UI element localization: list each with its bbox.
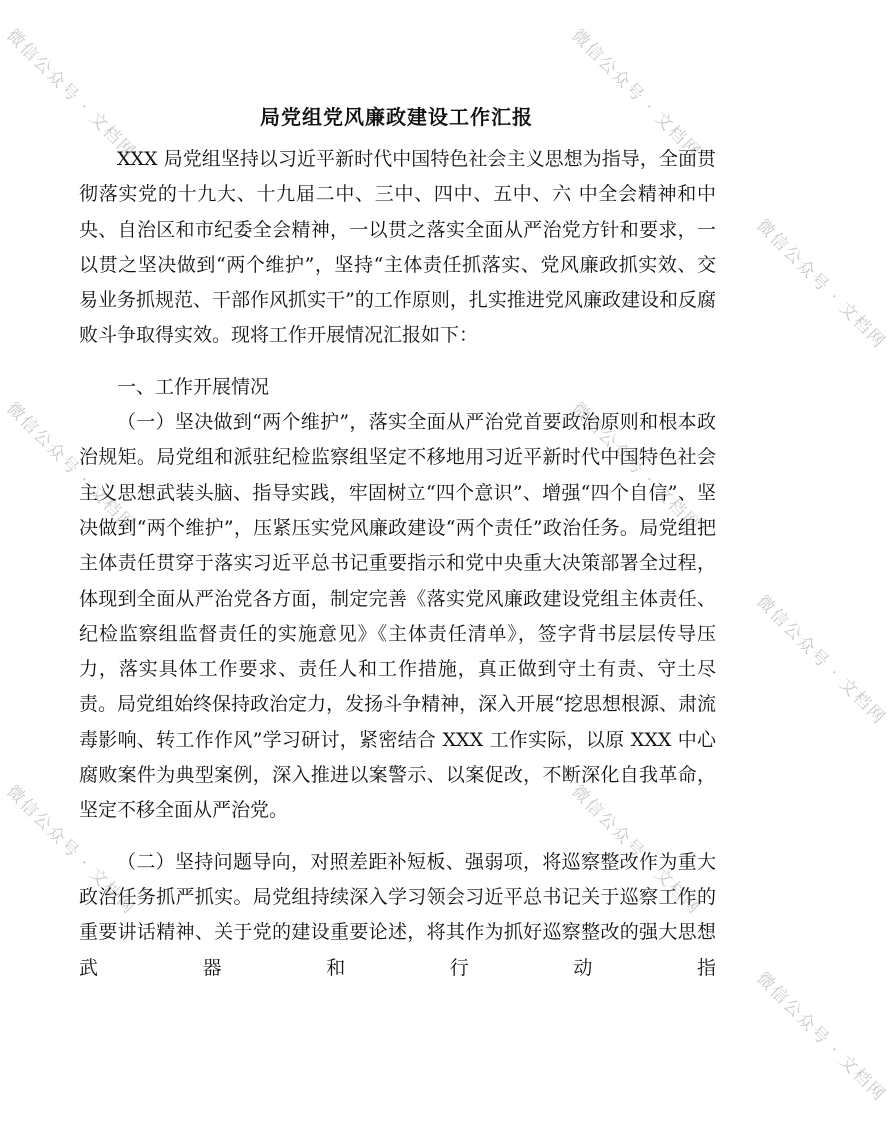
spacer xyxy=(79,354,716,370)
watermark: 微信公众号 · 文档网 xyxy=(567,781,705,919)
watermark: 微信公众号 · 文档网 xyxy=(2,398,140,536)
document-body xyxy=(79,142,716,986)
spacer xyxy=(79,829,716,845)
section-heading: 一、工作开展情况 xyxy=(117,375,270,398)
watermark: 微信公众号 · 文档网 xyxy=(567,398,705,536)
watermark: 微信公众号 · 文档网 xyxy=(2,25,140,163)
body-paragraph: （二）坚持问题导向，对照差距补短板、强弱项，将巡察整改作为重大政治任务抓严抓实。局党组持续深入学习领会习近平总书记关于巡察工作的重要讲话精神、关于党的建设重要论述，将其作为抓好巡察整改的强大思想武器和行动指 xyxy=(79,850,716,979)
document-title: 局党组党风廉政建设工作汇报 xyxy=(260,105,533,129)
watermark: 微信公众号 · 文档网 xyxy=(752,215,890,353)
intro-paragraph: XXX 局党组坚持以习近平新时代中国特色社会主义思想为指导，全面贯彻落实党的十九大、十九届二中、三中、四中、五中、六 中全会精神和中央、自治区和市纪委全会精神，一以贯之落实全面从严治党方针和要求，一以贯之坚决做到“两个维护”，坚持“主体责任抓落实、党风廉政抓实效、交易业务抓规范、干部作风抓实干”的工作原则，扎实推进党风廉政建设和反腐败斗争取得实效。现将工作开展情况汇报如下： xyxy=(79,148,716,347)
body-paragraph: （一）坚决做到“两个维护”，落实全面从严治党首要政治原则和根本政治规矩。局党组和派驻纪检监察组坚定不移地用习近平新时代中国特色社会主义思想武装头脑、指导实践，牢固树立“四个意识”、增强“四个自信”、坚决做到“两个维护”，压紧压实党风廉政建设“两个责任”政治任务。局党组把主体责任贯穿于落实习近平总书记重要指示和党中央重大决策部署全过程，体现到全面从严治党各方面，制定完善《落实党风廉政建设党组主体责任、纪检监察组监督责任的实施意见》《主体责任清单》，签字背书层层传导压力，落实具体工作要求、责任人和工作措施，真正做到守土有责、守土尽责。局党组始终保持政治定力，发扬斗争精神，深入开展“挖思想根源、肃流毒影响、转工作作风”学习研讨，紧密结合 XXX 工作实际，以原 XXX 中心腐败案件为典型案例，深入推进以案警示、以案促改，不断深化自我革命，坚定不移全面从严治党。 xyxy=(79,411,716,822)
watermark: 微信公众号 · 文档网 xyxy=(752,968,890,1106)
watermark: 微信公众号 · 文档网 xyxy=(2,781,140,919)
watermark: 微信公众号 · 文档网 xyxy=(752,591,890,729)
watermark: 微信公众号 · 文档网 xyxy=(567,25,705,163)
